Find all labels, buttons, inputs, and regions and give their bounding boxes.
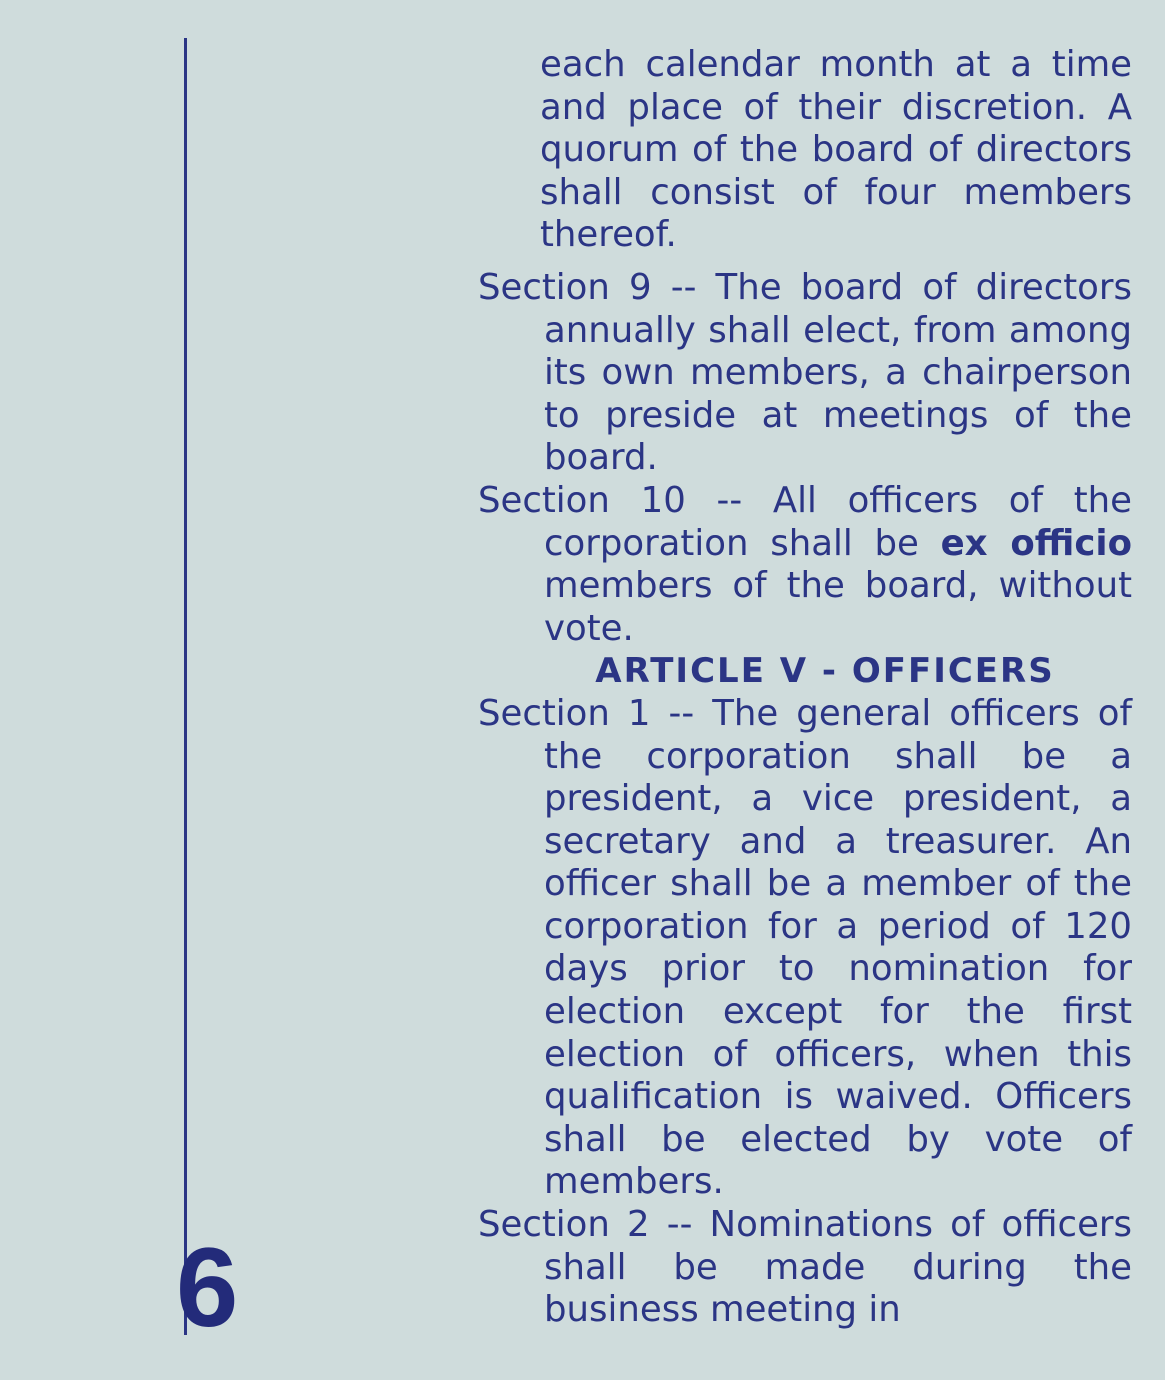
page-number: 6 xyxy=(176,1225,239,1350)
section-1: Section 1 -- The general officers of the corporation shall be a president, a vice president, a secretary and a treasurer. An officer shall be a member of the corporation for a period of 120 days prior to nomination for election except for the first election of officers, when this qualification is waived. Officers shall be elected by vote of members. xyxy=(478,692,1132,1203)
section-10-text-end: members of the board, without vote. xyxy=(544,565,1132,649)
ex-officio-term: ex officio xyxy=(940,522,1132,564)
vertical-rule xyxy=(184,38,187,1335)
paragraph-continued: each calendar month at a time and place of their discretion. A quorum of the board of directors shall consist of four members thereof. xyxy=(540,44,1132,256)
section-10-text-start: Section 10 -- All officers of the corporation shall be xyxy=(478,479,1132,564)
section-10 xyxy=(478,480,1132,650)
article-heading: ARTICLE V - OFFICERS xyxy=(595,651,1055,692)
section-2: Section 2 -- Nominations of officers shall be made during the business meeting in xyxy=(478,1204,1132,1331)
section-9: Section 9 -- The board of directors annually shall elect, from among its own members, a chairperson to preside at meetings of the board. xyxy=(478,266,1132,479)
body-text xyxy=(478,44,1132,1332)
